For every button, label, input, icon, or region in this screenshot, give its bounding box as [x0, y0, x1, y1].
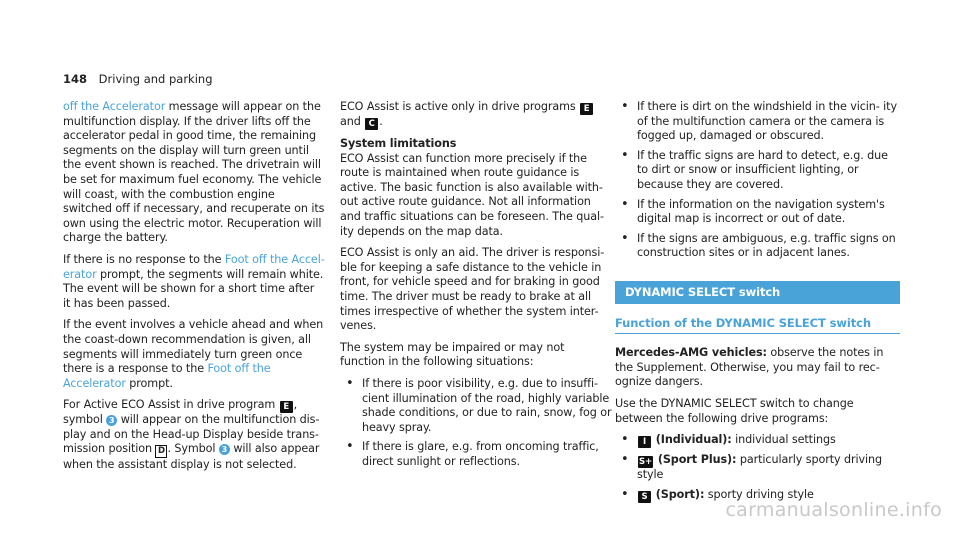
paragraph-text: If there is no response to the — [63, 252, 225, 266]
paragraph: ECO Assist is only an aid. The driver is responsi- ble for keeping a safe distance to the vehicle in front, for vehicle speed and for braking in good time. The driver must be ready to brake at all times irrespective of whether the system inter- venes. — [340, 246, 605, 333]
eco-program-icon: E — [580, 103, 593, 115]
paragraph — [63, 318, 325, 391]
watermark: carmanualsonline.info — [725, 499, 942, 521]
paragraph — [63, 100, 325, 246]
individual-program-icon: I — [638, 436, 651, 448]
callout-number-icon: 3 — [219, 444, 230, 455]
display-message-link: Foot off the Accel- erator — [63, 252, 325, 281]
paragraph-text: If the event involves a vehicle ahead and when the coast-down recommendation is given, all segments will immediately turn green once there is a response to the — [63, 318, 324, 376]
paragraph-text: , symbol — [63, 398, 298, 427]
list-item: • If there is glare, e.g. from oncoming traffic, direct sunlight or reflections. — [340, 440, 612, 469]
list-item: • If the information on the navigation system's digital map is incorrect or out of date. — [615, 198, 900, 227]
section-title: Driving and parking — [98, 72, 213, 86]
transmission-d-icon: D — [155, 445, 167, 458]
paragraph-text: . — [379, 115, 383, 128]
paragraph-text: will also appear when the assistant display is not selected. — [63, 442, 320, 472]
subsection-heading: Function of the DYNAMIC SELECT switch — [615, 316, 900, 335]
paragraph: Use the DYNAMIC SELECT switch to change between the following drive programs: — [615, 396, 854, 425]
paragraph-text: observe the notes in the Supplement. Otherwise, you may fail to rec- ognize dangers. — [615, 346, 884, 389]
paragraph: The system may be impaired or may not function in the following situations: — [340, 340, 565, 369]
page-header — [63, 72, 213, 86]
bullet-list — [615, 100, 900, 261]
list-item: • If the traffic signs are hard to detect, e.g. due to dirt or snow or insufficient lighting, or because they are covered. — [615, 149, 900, 193]
drive-program-list — [615, 433, 900, 503]
page-number: 148 — [63, 72, 88, 86]
program-desc: sporty driving style — [704, 487, 814, 501]
program-name: (Individual): — [652, 433, 732, 447]
paragraph-text: prompt, the segments will remain white. The event will be shown for a short time after it has been passed. — [63, 267, 324, 310]
section-heading: System limitations — [340, 137, 457, 150]
program-desc: individual settings — [731, 433, 836, 447]
bold-label: Mercedes-AMG vehicles: — [615, 346, 767, 360]
paragraph-text: . Symbol — [167, 442, 219, 456]
column-2 — [340, 100, 612, 476]
program-desc: particularly sporty driving style — [637, 453, 882, 482]
eco-program-icon: E — [280, 401, 293, 413]
paragraph-text: For Active ECO Assist in drive program — [63, 398, 279, 412]
display-message-link: off the Accelerator — [63, 100, 166, 113]
bullet-list — [340, 377, 612, 470]
list-item: • If there is poor visibility, e.g. due to insuffi- cient illumination of the road, highly variable shade conditions, or due to rain, snow, fog or heavy spray. — [340, 377, 612, 435]
sport-plus-program-icon: S+ — [639, 457, 653, 468]
paragraph-text: message will appear on the multifunction display. If the driver lifts off the accelerator pedal in good time, the remaining segments on the display will turn green until the event shown is reached. The drivetrain will be set for maximum fuel economy. The vehicle will coast, with the combustion engine switched off if necessary, and recuperate on its own using the electric motor. Recuperation will charge the battery. — [63, 100, 325, 245]
column-1 — [63, 100, 325, 480]
paragraph-text: and — [340, 115, 365, 128]
display-message-link: Foot off the Accelerator — [63, 362, 271, 390]
column-3 — [615, 100, 900, 510]
comfort-program-icon: C — [365, 118, 378, 130]
callout-number-icon: 3 — [106, 415, 117, 426]
list-item — [615, 433, 900, 448]
program-name: (Sport Plus): — [654, 453, 737, 467]
paragraph — [63, 398, 325, 473]
paragraph — [63, 253, 325, 311]
paragraph: ECO Assist can function more precisely if the route is maintained when route guidance is active. The basic function is also available with- out active route guidance. Not all information and traffic situations can be foreseen. The qual- ity depends on the map data. — [340, 151, 604, 238]
paragraph — [340, 100, 612, 130]
paragraph-text: will appear on the multifunction dis- play and on the Head-up Display beside trans- mission position — [63, 413, 320, 456]
section-banner: DYNAMIC SELECT switch — [615, 281, 900, 304]
list-item — [615, 453, 900, 483]
list-item: • If the signs are ambiguous, e.g. traffic signs on construction sites or in adjacent lanes. — [615, 232, 900, 261]
paragraph — [615, 346, 900, 390]
program-name: (Sport): — [652, 487, 705, 501]
paragraph-text: prompt. — [125, 376, 173, 390]
list-item: • If there is dirt on the windshield in the vicin- ity of the multifunction camera or the camera is fogged up, damaged or obscured. — [615, 100, 900, 144]
sport-program-icon: S — [638, 491, 651, 503]
paragraph-text: ECO Assist is active only in drive programs — [340, 100, 580, 113]
